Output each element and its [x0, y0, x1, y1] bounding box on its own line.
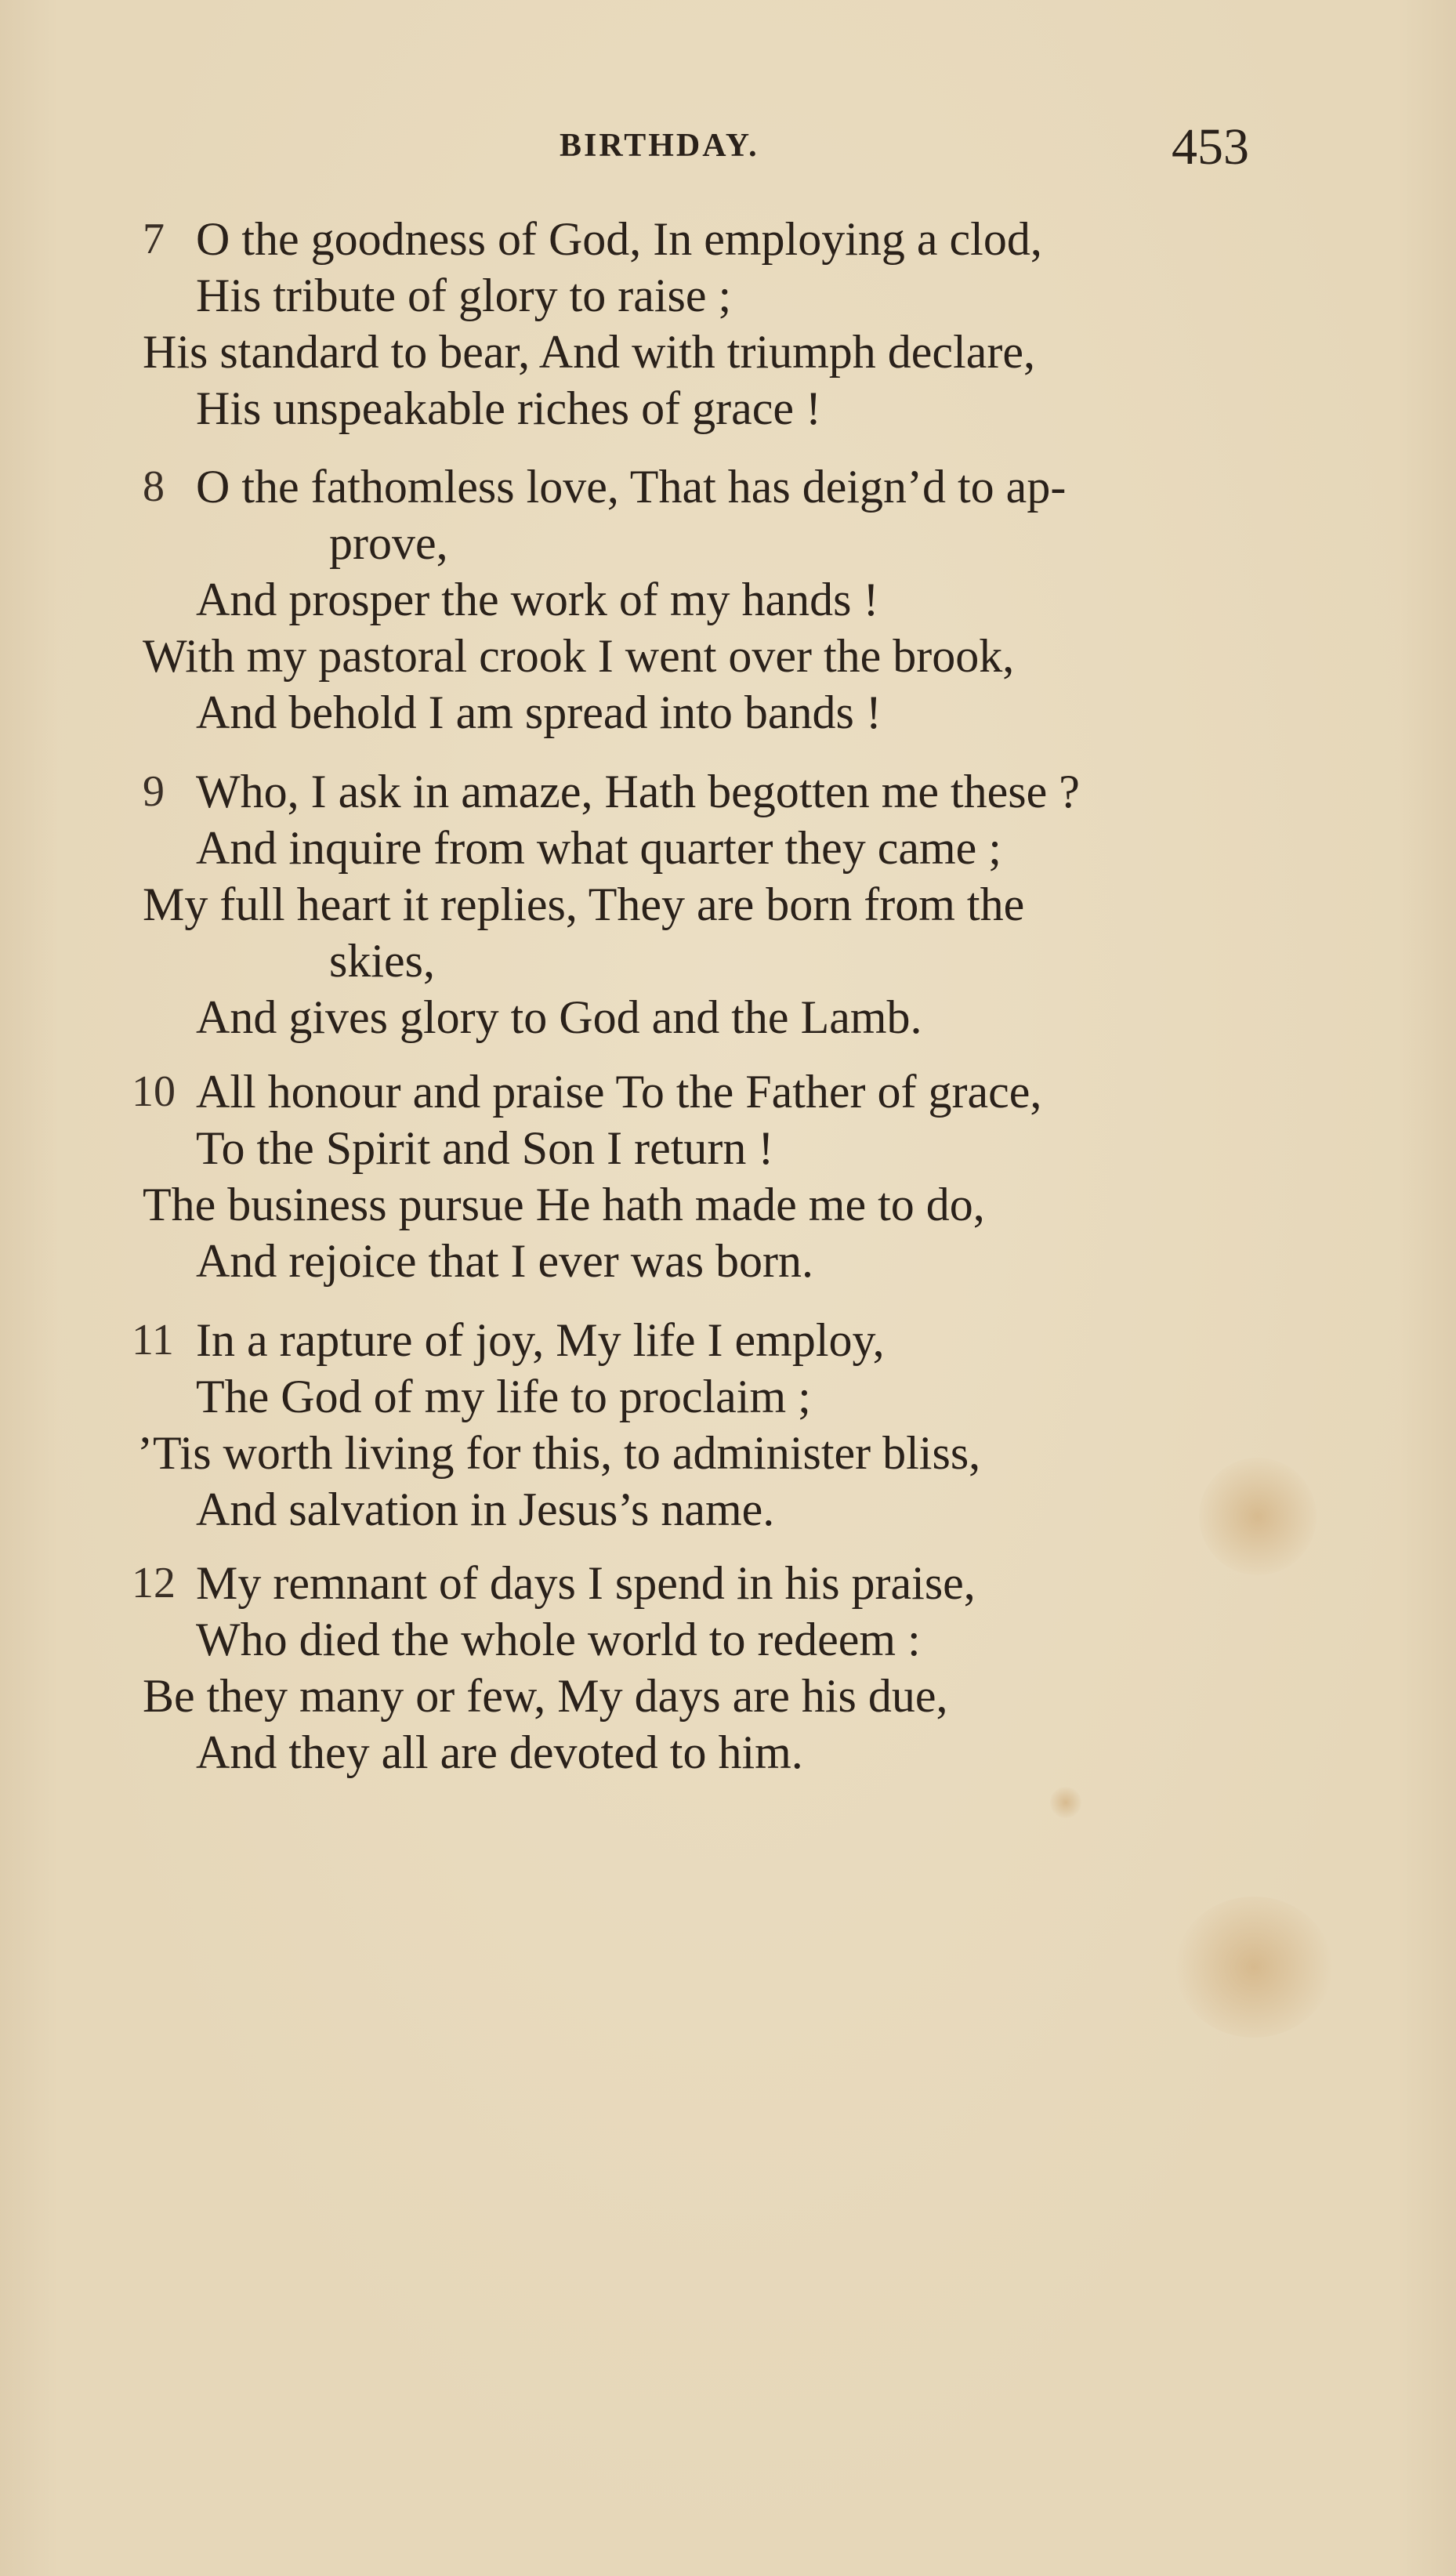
- verse-line: My remnant of days I spend in his praise,: [196, 1557, 976, 1609]
- verse-line: And rejoice that I ever was born.: [196, 1235, 814, 1287]
- verse-number: 10: [132, 1067, 176, 1116]
- verse-line: skies,: [329, 935, 435, 987]
- verse-number: 9: [143, 767, 165, 816]
- verse-line: And they all are devoted to him.: [196, 1726, 803, 1778]
- verse-line: His tribute of glory to raise ;: [196, 270, 732, 321]
- verse-number: 12: [132, 1559, 176, 1607]
- running-head: BIRTHDAY.: [560, 128, 759, 164]
- foxing-stain: [1175, 1897, 1332, 2038]
- verse-line: And behold I am spread into bands !: [196, 687, 882, 738]
- verse-line: prove,: [329, 517, 448, 569]
- verse-line: His unspeakable riches of grace !: [196, 382, 821, 434]
- verse-number: 8: [143, 462, 165, 511]
- verse-line: And inquire from what quarter they came ;: [196, 822, 1001, 874]
- verse-line: With my pastoral crook I went over the brook,: [143, 630, 1015, 682]
- verse-line: And gives glory to God and the Lamb.: [196, 991, 922, 1043]
- verse-number: 7: [143, 215, 165, 263]
- verse-line: Be they many or few, My days are his due,: [143, 1670, 948, 1722]
- page-number: 453: [1172, 118, 1249, 176]
- verse-line: The God of my life to proclaim ;: [196, 1371, 811, 1422]
- verse-line: And salvation in Jesus’s name.: [196, 1484, 775, 1535]
- verse-line: And prosper the work of my hands !: [196, 574, 879, 625]
- page-header: [0, 118, 1456, 180]
- foxing-stain: [1199, 1458, 1317, 1575]
- verse-line: The business pursue He hath made me to do,: [143, 1179, 985, 1230]
- verse-line: In a rapture of joy, My life I employ,: [196, 1314, 885, 1366]
- verse-line: All honour and praise To the Father of grace,: [196, 1066, 1042, 1118]
- verse-line: His standard to bear, And with triumph declare,: [143, 326, 1035, 378]
- verse-line: Who, I ask in amaze, Hath begotten me these ?: [196, 766, 1080, 817]
- verse-line: ’Tis worth living for this, to administer bliss,: [137, 1427, 981, 1479]
- verse-line: My full heart it replies, They are born from the: [143, 879, 1025, 930]
- verse-line: O the fathomless love, That has deign’d to ap-: [196, 461, 1067, 513]
- verse-line: To the Spirit and Son I return !: [196, 1122, 774, 1174]
- verse-line: O the goodness of God, In employing a clod,: [196, 213, 1042, 265]
- verse-line: Who died the whole world to redeem :: [196, 1614, 921, 1665]
- verse-number: 11: [132, 1316, 174, 1364]
- foxing-stain: [1050, 1787, 1081, 1818]
